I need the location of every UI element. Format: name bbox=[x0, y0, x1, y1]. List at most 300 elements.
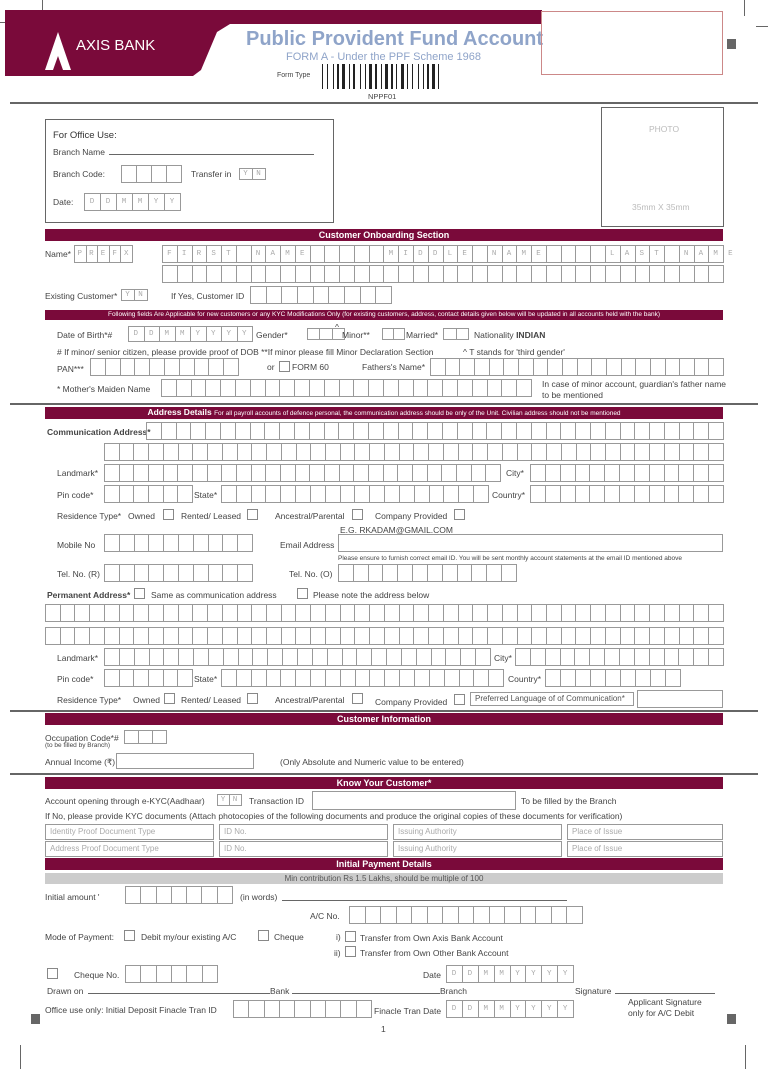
email-input[interactable] bbox=[338, 534, 723, 552]
char-cell[interactable] bbox=[664, 422, 680, 440]
char-cell[interactable] bbox=[678, 485, 694, 503]
char-cell[interactable] bbox=[266, 627, 282, 645]
char-cell[interactable] bbox=[340, 1000, 356, 1018]
identity-id-input[interactable]: ID No. bbox=[219, 824, 388, 840]
char-cell[interactable] bbox=[369, 485, 385, 503]
char-cell[interactable] bbox=[125, 965, 141, 983]
char-cell[interactable] bbox=[250, 286, 267, 304]
char-cell[interactable] bbox=[178, 648, 194, 666]
char-cell[interactable] bbox=[546, 265, 562, 283]
char-cell[interactable] bbox=[171, 965, 187, 983]
char-cell[interactable] bbox=[650, 358, 666, 376]
char-cell[interactable] bbox=[399, 443, 415, 461]
char-cell[interactable] bbox=[313, 286, 330, 304]
char-cell[interactable] bbox=[280, 485, 296, 503]
char-cell[interactable] bbox=[89, 604, 105, 622]
char-cell[interactable] bbox=[619, 485, 635, 503]
char-cell[interactable] bbox=[502, 265, 518, 283]
char-cell[interactable] bbox=[475, 648, 491, 666]
char-cell[interactable] bbox=[144, 326, 161, 342]
char-cell[interactable] bbox=[149, 648, 165, 666]
char-cell[interactable] bbox=[545, 669, 561, 687]
char-cell[interactable] bbox=[649, 422, 665, 440]
char-cell[interactable] bbox=[294, 379, 310, 397]
char-cell[interactable] bbox=[693, 422, 709, 440]
char-cell[interactable] bbox=[383, 265, 399, 283]
char-cell[interactable] bbox=[119, 564, 135, 582]
char-cell[interactable] bbox=[443, 443, 459, 461]
char-cell[interactable] bbox=[396, 906, 413, 924]
annual-income-input[interactable] bbox=[116, 753, 254, 769]
char-cell[interactable] bbox=[620, 265, 636, 283]
char-cell[interactable] bbox=[575, 627, 591, 645]
char-cell[interactable] bbox=[222, 604, 238, 622]
char-cell[interactable] bbox=[473, 669, 489, 687]
char-cell[interactable] bbox=[368, 464, 384, 482]
char-cell[interactable] bbox=[163, 669, 179, 687]
own-axis-checkbox[interactable] bbox=[345, 931, 356, 942]
char-cell[interactable] bbox=[605, 604, 621, 622]
char-cell[interactable] bbox=[708, 358, 724, 376]
char-cell[interactable] bbox=[547, 358, 563, 376]
char-cell[interactable] bbox=[665, 669, 681, 687]
char-cell[interactable] bbox=[664, 443, 680, 461]
char-cell[interactable] bbox=[510, 1000, 527, 1018]
char-cell[interactable] bbox=[149, 358, 165, 376]
char-cell[interactable] bbox=[369, 245, 385, 263]
char-cell[interactable] bbox=[635, 669, 651, 687]
char-cell[interactable] bbox=[560, 669, 576, 687]
char-cell[interactable] bbox=[310, 627, 326, 645]
char-cell[interactable] bbox=[105, 358, 121, 376]
char-cell[interactable] bbox=[693, 464, 709, 482]
char-cell[interactable] bbox=[60, 604, 76, 622]
char-cell[interactable] bbox=[252, 168, 266, 180]
char-cell[interactable] bbox=[328, 286, 345, 304]
char-cell[interactable] bbox=[708, 422, 724, 440]
char-cell[interactable] bbox=[561, 443, 577, 461]
char-cell[interactable] bbox=[104, 443, 120, 461]
char-cell[interactable] bbox=[312, 648, 328, 666]
char-cell[interactable] bbox=[164, 193, 181, 211]
char-cell[interactable] bbox=[650, 669, 666, 687]
char-cell[interactable] bbox=[319, 328, 332, 340]
char-cell[interactable] bbox=[236, 245, 252, 263]
char-cell[interactable] bbox=[294, 1000, 310, 1018]
char-cell[interactable] bbox=[502, 245, 518, 263]
char-cell[interactable] bbox=[634, 443, 650, 461]
char-cell[interactable] bbox=[649, 265, 665, 283]
char-cell[interactable] bbox=[649, 627, 665, 645]
char-cell[interactable] bbox=[517, 443, 533, 461]
char-cell[interactable] bbox=[340, 443, 356, 461]
char-cell[interactable] bbox=[178, 604, 194, 622]
char-cell[interactable] bbox=[45, 604, 61, 622]
char-cell[interactable] bbox=[501, 422, 517, 440]
char-cell[interactable] bbox=[353, 564, 369, 582]
char-cell[interactable] bbox=[369, 627, 385, 645]
char-cell[interactable] bbox=[443, 328, 457, 340]
char-cell[interactable] bbox=[148, 669, 164, 687]
char-cell[interactable] bbox=[251, 443, 267, 461]
char-cell[interactable] bbox=[384, 627, 400, 645]
char-cell[interactable] bbox=[443, 265, 459, 283]
char-cell[interactable] bbox=[104, 485, 120, 503]
char-cell[interactable] bbox=[309, 464, 325, 482]
char-cell[interactable] bbox=[279, 379, 295, 397]
char-cell[interactable] bbox=[693, 604, 709, 622]
char-cell[interactable] bbox=[458, 627, 474, 645]
char-cell[interactable] bbox=[266, 669, 282, 687]
char-cell[interactable] bbox=[487, 443, 503, 461]
char-cell[interactable] bbox=[265, 379, 281, 397]
char-cell[interactable] bbox=[634, 627, 650, 645]
char-cell[interactable] bbox=[251, 604, 267, 622]
char-cell[interactable] bbox=[365, 906, 382, 924]
char-cell[interactable] bbox=[557, 1000, 574, 1018]
char-cell[interactable] bbox=[472, 443, 488, 461]
char-cell[interactable] bbox=[267, 648, 283, 666]
char-cell[interactable] bbox=[649, 443, 665, 461]
char-cell[interactable] bbox=[280, 245, 296, 263]
char-cell[interactable] bbox=[487, 265, 503, 283]
char-cell[interactable] bbox=[338, 564, 354, 582]
char-cell[interactable] bbox=[545, 464, 561, 482]
char-cell[interactable] bbox=[325, 627, 341, 645]
char-cell[interactable] bbox=[398, 265, 414, 283]
char-cell[interactable] bbox=[575, 245, 591, 263]
ancestral-checkbox[interactable] bbox=[352, 509, 363, 520]
char-cell[interactable] bbox=[294, 422, 310, 440]
char-cell[interactable] bbox=[398, 379, 414, 397]
char-cell[interactable] bbox=[562, 358, 578, 376]
char-cell[interactable] bbox=[557, 965, 574, 983]
char-cell[interactable] bbox=[502, 443, 518, 461]
char-cell[interactable] bbox=[427, 564, 443, 582]
drawn-on-field[interactable] bbox=[88, 993, 270, 994]
char-cell[interactable] bbox=[621, 358, 637, 376]
char-cell[interactable] bbox=[428, 265, 444, 283]
char-cell[interactable] bbox=[504, 906, 521, 924]
char-cell[interactable] bbox=[208, 534, 224, 552]
char-cell[interactable] bbox=[605, 265, 621, 283]
char-cell[interactable] bbox=[457, 422, 473, 440]
char-cell[interactable] bbox=[383, 422, 399, 440]
char-cell[interactable] bbox=[236, 669, 252, 687]
char-cell[interactable] bbox=[121, 165, 137, 183]
char-cell[interactable] bbox=[178, 443, 194, 461]
char-cell[interactable] bbox=[324, 379, 340, 397]
char-cell[interactable] bbox=[384, 485, 400, 503]
char-cell[interactable] bbox=[442, 379, 458, 397]
char-cell[interactable] bbox=[664, 265, 680, 283]
char-cell[interactable] bbox=[354, 485, 370, 503]
char-cell[interactable] bbox=[368, 422, 384, 440]
form60-checkbox[interactable] bbox=[279, 361, 290, 372]
char-cell[interactable] bbox=[708, 464, 724, 482]
char-cell[interactable] bbox=[310, 265, 326, 283]
char-cell[interactable] bbox=[89, 627, 105, 645]
char-cell[interactable] bbox=[494, 965, 511, 983]
char-cell[interactable] bbox=[649, 464, 665, 482]
char-cell[interactable] bbox=[279, 1000, 295, 1018]
char-cell[interactable] bbox=[590, 443, 606, 461]
char-cell[interactable] bbox=[635, 265, 651, 283]
char-cell[interactable] bbox=[429, 485, 445, 503]
char-cell[interactable] bbox=[575, 669, 591, 687]
char-cell[interactable] bbox=[369, 669, 385, 687]
char-cell[interactable] bbox=[186, 886, 202, 904]
char-cell[interactable] bbox=[166, 165, 182, 183]
char-cell[interactable] bbox=[427, 464, 443, 482]
identity-place-input[interactable]: Place of Issue bbox=[567, 824, 723, 840]
char-cell[interactable] bbox=[251, 464, 267, 482]
char-cell[interactable] bbox=[222, 443, 238, 461]
char-cell[interactable] bbox=[694, 358, 710, 376]
char-cell[interactable] bbox=[708, 245, 724, 263]
char-cell[interactable] bbox=[104, 627, 120, 645]
char-cell[interactable] bbox=[281, 604, 297, 622]
char-cell[interactable] bbox=[693, 443, 709, 461]
char-cell[interactable] bbox=[237, 564, 253, 582]
char-cell[interactable] bbox=[178, 534, 194, 552]
char-cell[interactable] bbox=[265, 245, 281, 263]
char-cell[interactable] bbox=[74, 604, 90, 622]
char-cell[interactable] bbox=[192, 443, 208, 461]
char-cell[interactable] bbox=[462, 965, 479, 983]
char-cell[interactable] bbox=[620, 443, 636, 461]
char-cell[interactable] bbox=[207, 627, 223, 645]
char-cell[interactable] bbox=[620, 669, 636, 687]
char-cell[interactable] bbox=[340, 627, 356, 645]
cheque-no-checkbox[interactable] bbox=[47, 968, 58, 979]
char-cell[interactable] bbox=[146, 422, 162, 440]
char-cell[interactable] bbox=[119, 627, 135, 645]
char-cell[interactable] bbox=[191, 379, 207, 397]
char-cell[interactable] bbox=[413, 443, 429, 461]
char-cell[interactable] bbox=[368, 379, 384, 397]
char-cell[interactable] bbox=[413, 245, 429, 263]
char-cell[interactable] bbox=[459, 358, 475, 376]
char-cell[interactable] bbox=[354, 245, 370, 263]
char-cell[interactable] bbox=[428, 245, 444, 263]
char-cell[interactable] bbox=[222, 627, 238, 645]
char-cell[interactable] bbox=[708, 485, 724, 503]
char-cell[interactable] bbox=[605, 627, 621, 645]
char-cell[interactable] bbox=[412, 422, 428, 440]
note-address-checkbox[interactable] bbox=[297, 588, 308, 599]
char-cell[interactable] bbox=[310, 245, 326, 263]
char-cell[interactable] bbox=[589, 464, 605, 482]
char-cell[interactable] bbox=[280, 265, 296, 283]
char-cell[interactable] bbox=[236, 464, 252, 482]
char-cell[interactable] bbox=[251, 627, 267, 645]
address-place-input[interactable]: Place of Issue bbox=[567, 841, 723, 857]
char-cell[interactable] bbox=[446, 965, 463, 983]
char-cell[interactable] bbox=[472, 379, 488, 397]
char-cell[interactable] bbox=[517, 604, 533, 622]
char-cell[interactable] bbox=[325, 443, 341, 461]
char-cell[interactable] bbox=[516, 245, 532, 263]
char-cell[interactable] bbox=[590, 627, 606, 645]
char-cell[interactable] bbox=[356, 648, 372, 666]
char-cell[interactable] bbox=[237, 443, 253, 461]
char-cell[interactable] bbox=[386, 648, 402, 666]
char-cell[interactable] bbox=[119, 648, 135, 666]
char-cell[interactable] bbox=[664, 464, 680, 482]
char-cell[interactable] bbox=[649, 485, 665, 503]
char-cell[interactable] bbox=[163, 564, 179, 582]
char-cell[interactable] bbox=[156, 886, 172, 904]
char-cell[interactable] bbox=[487, 627, 503, 645]
char-cell[interactable] bbox=[119, 604, 135, 622]
char-cell[interactable] bbox=[148, 627, 164, 645]
char-cell[interactable] bbox=[125, 886, 141, 904]
char-cell[interactable] bbox=[501, 379, 517, 397]
char-cell[interactable] bbox=[444, 669, 460, 687]
char-cell[interactable] bbox=[296, 443, 312, 461]
char-cell[interactable] bbox=[560, 485, 576, 503]
char-cell[interactable] bbox=[472, 422, 488, 440]
char-cell[interactable] bbox=[163, 534, 179, 552]
char-cell[interactable] bbox=[120, 358, 136, 376]
char-cell[interactable] bbox=[678, 648, 694, 666]
char-cell[interactable] bbox=[138, 730, 153, 744]
char-cell[interactable] bbox=[133, 627, 149, 645]
char-cell[interactable] bbox=[119, 443, 135, 461]
char-cell[interactable] bbox=[177, 669, 193, 687]
char-cell[interactable] bbox=[679, 443, 695, 461]
char-cell[interactable] bbox=[192, 265, 208, 283]
char-cell[interactable] bbox=[457, 379, 473, 397]
char-cell[interactable] bbox=[458, 906, 475, 924]
char-cell[interactable] bbox=[104, 464, 120, 482]
char-cell[interactable] bbox=[202, 965, 218, 983]
char-cell[interactable] bbox=[545, 485, 561, 503]
char-cell[interactable] bbox=[140, 886, 156, 904]
char-cell[interactable] bbox=[340, 604, 356, 622]
char-cell[interactable] bbox=[474, 358, 490, 376]
char-cell[interactable] bbox=[574, 648, 590, 666]
char-cell[interactable] bbox=[251, 485, 267, 503]
char-cell[interactable] bbox=[694, 265, 710, 283]
char-cell[interactable] bbox=[486, 422, 502, 440]
char-cell[interactable] bbox=[84, 193, 101, 211]
char-cell[interactable] bbox=[382, 564, 398, 582]
char-cell[interactable] bbox=[121, 289, 135, 301]
char-cell[interactable] bbox=[325, 669, 341, 687]
char-cell[interactable] bbox=[309, 379, 325, 397]
char-cell[interactable] bbox=[340, 669, 356, 687]
char-cell[interactable] bbox=[223, 648, 239, 666]
char-cell[interactable] bbox=[401, 648, 417, 666]
char-cell[interactable] bbox=[457, 564, 473, 582]
char-cell[interactable] bbox=[237, 604, 253, 622]
char-cell[interactable] bbox=[460, 648, 476, 666]
char-cell[interactable] bbox=[325, 1000, 341, 1018]
char-cell[interactable] bbox=[354, 265, 370, 283]
char-cell[interactable] bbox=[516, 422, 532, 440]
char-cell[interactable] bbox=[375, 286, 392, 304]
char-cell[interactable] bbox=[349, 906, 366, 924]
char-cell[interactable] bbox=[575, 604, 591, 622]
char-cell[interactable] bbox=[353, 379, 369, 397]
char-cell[interactable] bbox=[664, 245, 680, 263]
char-cell[interactable] bbox=[236, 265, 252, 283]
char-cell[interactable] bbox=[104, 648, 120, 666]
char-cell[interactable] bbox=[295, 245, 311, 263]
char-cell[interactable] bbox=[457, 265, 473, 283]
same-address-checkbox[interactable] bbox=[134, 588, 145, 599]
char-cell[interactable] bbox=[222, 564, 238, 582]
char-cell[interactable] bbox=[133, 669, 149, 687]
char-cell[interactable] bbox=[619, 464, 635, 482]
char-cell[interactable] bbox=[502, 627, 518, 645]
char-cell[interactable] bbox=[207, 604, 223, 622]
char-cell[interactable] bbox=[194, 358, 210, 376]
char-cell[interactable] bbox=[620, 245, 636, 263]
char-cell[interactable] bbox=[678, 464, 694, 482]
char-cell[interactable] bbox=[369, 265, 385, 283]
char-cell[interactable] bbox=[104, 604, 120, 622]
char-cell[interactable] bbox=[159, 326, 176, 342]
char-cell[interactable] bbox=[162, 245, 178, 263]
char-cell[interactable] bbox=[208, 358, 224, 376]
char-cell[interactable] bbox=[134, 358, 150, 376]
char-cell[interactable] bbox=[151, 165, 167, 183]
char-cell[interactable] bbox=[116, 193, 133, 211]
char-cell[interactable] bbox=[355, 669, 371, 687]
char-cell[interactable] bbox=[100, 193, 117, 211]
char-cell[interactable] bbox=[590, 604, 606, 622]
char-cell[interactable] bbox=[177, 485, 193, 503]
char-cell[interactable] bbox=[560, 648, 576, 666]
char-cell[interactable] bbox=[192, 627, 208, 645]
char-cell[interactable] bbox=[217, 886, 233, 904]
char-cell[interactable] bbox=[535, 906, 552, 924]
char-cell[interactable] bbox=[486, 564, 502, 582]
char-cell[interactable] bbox=[520, 906, 537, 924]
char-cell[interactable] bbox=[560, 422, 576, 440]
char-cell[interactable] bbox=[471, 464, 487, 482]
char-cell[interactable] bbox=[324, 422, 340, 440]
char-cell[interactable] bbox=[397, 564, 413, 582]
char-cell[interactable] bbox=[693, 648, 709, 666]
transaction-id-input[interactable] bbox=[312, 791, 516, 810]
char-cell[interactable] bbox=[589, 648, 605, 666]
char-cell[interactable] bbox=[148, 604, 164, 622]
char-cell[interactable] bbox=[208, 648, 224, 666]
char-cell[interactable] bbox=[192, 245, 208, 263]
char-cell[interactable] bbox=[427, 422, 443, 440]
char-cell[interactable] bbox=[297, 648, 313, 666]
char-cell[interactable] bbox=[220, 422, 236, 440]
char-cell[interactable] bbox=[487, 245, 503, 263]
char-cell[interactable] bbox=[163, 627, 179, 645]
char-cell[interactable] bbox=[478, 1000, 495, 1018]
char-cell[interactable] bbox=[206, 326, 223, 342]
char-cell[interactable] bbox=[428, 443, 444, 461]
char-cell[interactable] bbox=[266, 443, 282, 461]
char-cell[interactable] bbox=[90, 358, 106, 376]
char-cell[interactable] bbox=[561, 245, 577, 263]
char-cell[interactable] bbox=[561, 265, 577, 283]
identity-authority-input[interactable]: Issuing Authority bbox=[393, 824, 562, 840]
char-cell[interactable] bbox=[192, 604, 208, 622]
char-cell[interactable] bbox=[575, 464, 591, 482]
char-cell[interactable] bbox=[119, 534, 135, 552]
char-cell[interactable] bbox=[193, 564, 209, 582]
